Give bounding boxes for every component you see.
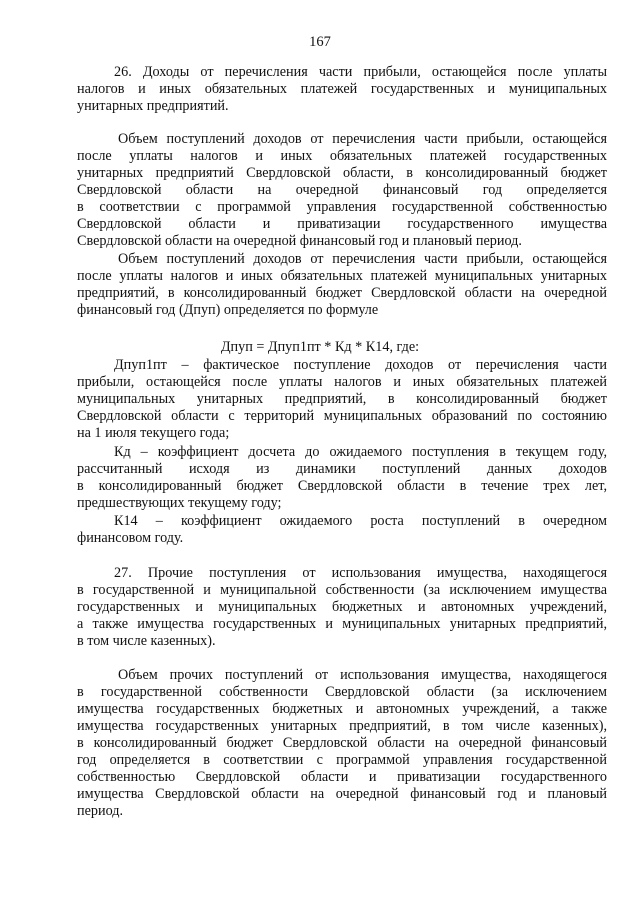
text-line: Объем поступлений доходов от перечисления части прибыли, остающейся <box>118 251 607 267</box>
text-line: рассчитанный исходя из динамики поступлений данных доходов <box>77 461 607 477</box>
text-line: период. <box>77 803 124 819</box>
text-line: Свердловской области и приватизации государственного имущества <box>77 216 607 232</box>
section-26-paragraph-1 <box>77 131 607 250</box>
text-line: после уплаты налогов и иных обязательных платежей муниципальных унитарных <box>77 268 607 284</box>
text-line: Свердловской области на очередной финансовый год определяется <box>77 182 607 198</box>
text-line: после уплаты налогов и иных обязательных платежей государственных <box>77 148 607 164</box>
text-line: в том числе казенных). <box>77 633 216 649</box>
text-line: финансовый год (Дпуп) определяется по формуле <box>77 302 379 318</box>
section-27-paragraph-1 <box>77 667 607 820</box>
text-line: в соответствии с программой управления государственной собственностью <box>77 199 607 215</box>
text-line: имущества Свердловской области на очередной финансовый год и плановый <box>77 786 607 802</box>
text-line: Дпуп1пт – фактическое поступление доходов от перечисления части <box>114 357 607 373</box>
text-line: Свердловской области с территорий муниципальных образований по состоянию <box>77 408 607 424</box>
formula: Дпуп = Дпуп1пт * Кд * К14, где: <box>220 339 420 355</box>
text-line: имущества государственных унитарных предприятий, в том числе казенных), <box>77 718 607 734</box>
text-line: унитарных предприятий Свердловской области, в консолидированный бюджет <box>77 165 607 181</box>
text-line: год определяется в соответствии с программой управления государственной <box>77 752 607 768</box>
text-line: налогов и иных обязательных платежей государственных и муниципальных <box>77 81 607 97</box>
section-26-paragraph-2 <box>77 251 607 319</box>
section-26-heading <box>77 64 607 115</box>
text-line: 27. Прочие поступления от использования имущества, находящегося <box>114 565 607 581</box>
definition-kd <box>77 444 607 512</box>
text-line: прибыли, остающейся после уплаты налогов и иных обязательных платежей <box>77 374 607 390</box>
text-line: Объем прочих поступлений от использования имущества, находящегося <box>118 667 607 683</box>
text-line: имущества государственных бюджетных и автономных учреждений, а также <box>77 701 607 717</box>
text-line: в государственной собственности Свердловской области (за исключением <box>77 684 607 700</box>
page-number: 167 <box>309 34 331 50</box>
text-line: в консолидированный бюджет Свердловской области на очередной финансовый <box>77 735 607 751</box>
text-line: в государственной и муниципальной собственности (за исключением имущества <box>77 582 607 598</box>
text-line: собственностью Свердловской области и приватизации государственного <box>77 769 607 785</box>
text-line: унитарных предприятий. <box>77 98 229 114</box>
text-line: 26. Доходы от перечисления части прибыли, остающейся после уплаты <box>114 64 607 80</box>
text-line: К14 – коэффициент ожидаемого роста поступлений в очередном <box>114 513 607 529</box>
text-line: Объем поступлений доходов от перечисления части прибыли, остающейся <box>118 131 607 147</box>
text-line: в консолидированный бюджет Свердловской области в течение трех лет, <box>77 478 607 494</box>
text-line: предприятий, в консолидированный бюджет Свердловской области на очередной <box>77 285 607 301</box>
definition-k14 <box>77 513 607 547</box>
text-line: финансовом году. <box>77 530 184 546</box>
definition-dpup1pt <box>77 357 607 442</box>
text-line: государственных и муниципальных бюджетных и автономных учреждений, <box>77 599 607 615</box>
section-27-heading <box>77 565 607 650</box>
text-line: на 1 июля текущего года; <box>77 425 230 441</box>
text-line: муниципальных унитарных предприятий, в консолидированный бюджет <box>77 391 607 407</box>
text-line: а также имущества государственных и муниципальных унитарных предприятий, <box>77 616 607 632</box>
text-line: Свердловской области на очередной финансовый год и плановый период. <box>77 233 522 249</box>
text-line: предшествующих текущему году; <box>77 495 282 511</box>
text-line: Кд – коэффициент досчета до ожидаемого поступления в текущем году, <box>114 444 607 460</box>
